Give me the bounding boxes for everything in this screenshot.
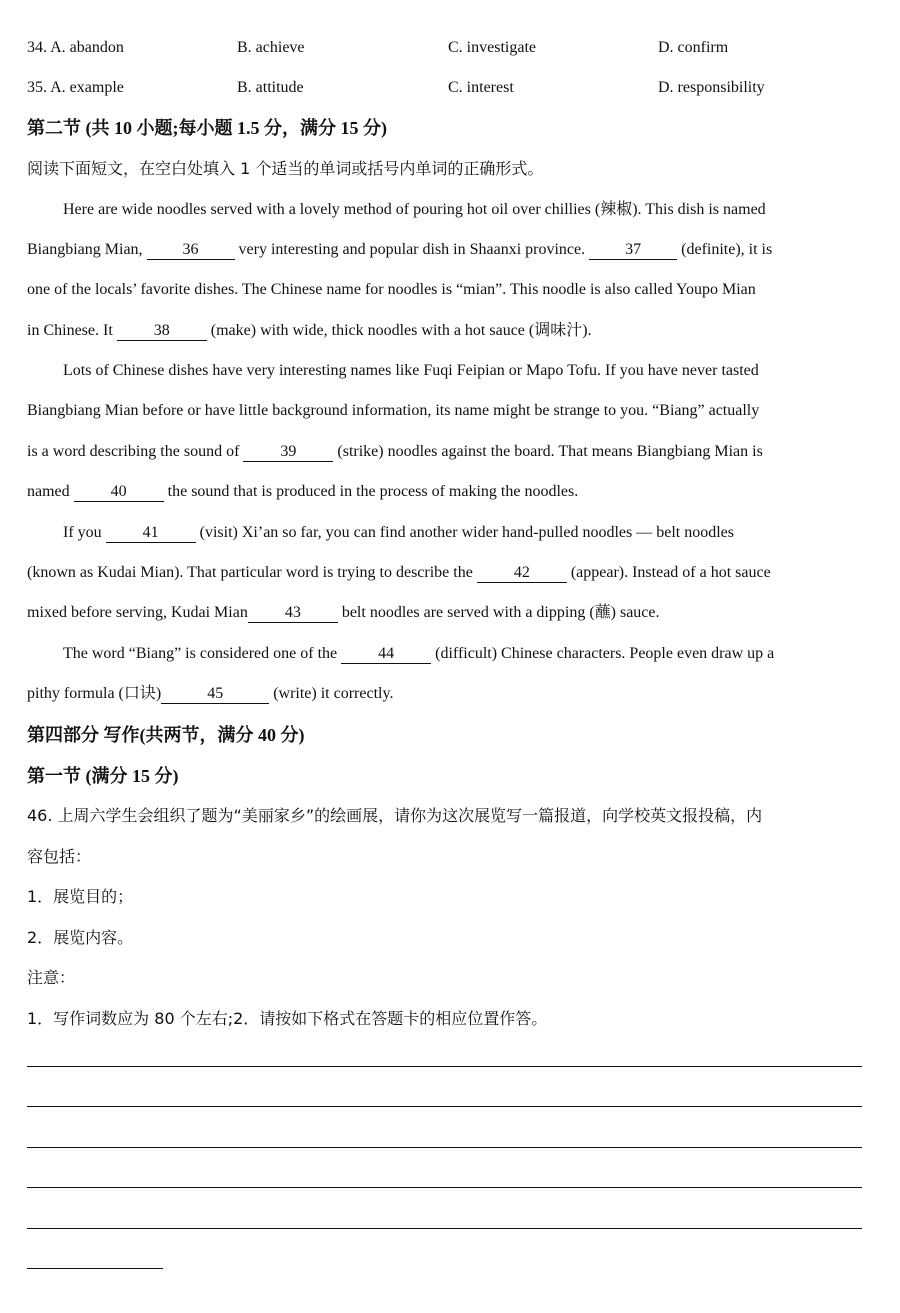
p2-text: the sound that is produced in the process of making the noodles. [163, 483, 579, 500]
option-34-a: 34. A. abandon [27, 39, 124, 56]
p4-text: pithy formula (口诀) [27, 685, 162, 702]
p2-text: is a word describing the sound of [27, 443, 244, 460]
p1-line1: Here are wide noodles served with a lovely method of pouring hot oil over chillies (辣椒). This dish is named [63, 201, 766, 218]
p1-line2 [27, 240, 872, 260]
p2-line2: Biangbiang Mian before or have little background information, its name might be strange to you. “Biang” actually [27, 402, 760, 419]
p4-text: (write) it correctly. [269, 685, 394, 702]
section2-instruction: 阅读下面短文，在空白处填入 1 个适当的单词或括号内单词的正确形式。 [27, 159, 544, 178]
option-34-c: C. investigate [448, 39, 536, 56]
q46-item2: 2．展览内容。 [27, 928, 134, 947]
part4-heading: 第四部分 写作(共两节，满分 40 分) [27, 725, 305, 745]
part4-section1-heading: 第一节 (满分 15 分) [27, 766, 179, 786]
option-35-b: B. attitude [237, 79, 304, 96]
p4-text: The word “Biang” is considered one of the [63, 645, 342, 662]
answer-line-6[interactable] [27, 1268, 163, 1269]
answer-line-4[interactable] [27, 1187, 862, 1188]
option-34-d: D. confirm [658, 39, 729, 56]
option-35-c: C. interest [448, 79, 514, 96]
blank-36[interactable]: 36 [147, 241, 235, 260]
blank-43[interactable]: 43 [248, 604, 338, 623]
p1-text: Biangbiang Mian, [27, 241, 147, 258]
blank-37[interactable]: 37 [589, 241, 677, 260]
p2-text: (strike) noodles against the board. That means Biangbiang Mian is [333, 443, 763, 460]
p3-text: (appear). Instead of a hot sauce [566, 564, 771, 581]
p1-text: (make) with wide, thick noodles with a hot sauce (调味汁). [206, 322, 592, 339]
p3-line3 [27, 603, 872, 623]
answer-line-2[interactable] [27, 1106, 862, 1107]
option-35-a: 35. A. example [27, 79, 124, 96]
answer-line-3[interactable] [27, 1147, 862, 1148]
p1-text: in Chinese. It [27, 322, 117, 339]
p1-line4 [27, 321, 872, 341]
p3-text: (known as Kudai Mian). That particular word is trying to describe the [27, 564, 477, 581]
blank-42[interactable]: 42 [477, 564, 567, 583]
p3-line2 [27, 563, 872, 583]
option-35-d: D. responsibility [658, 79, 765, 96]
p4-text: (difficult) Chinese characters. People even draw up a [431, 645, 775, 662]
section2-heading: 第二节 (共 10 小题;每小题 1.5 分，满分 15 分) [27, 118, 387, 138]
p4-line2 [27, 684, 872, 704]
note-label: 注意： [27, 968, 76, 987]
p3-text: (visit) Xi’an so far, you can find another wider hand-pulled noodles — belt noodles [195, 524, 734, 541]
blank-39[interactable]: 39 [243, 443, 333, 462]
note-line1: 1．写作词数应为 80 个左右;2．请按如下格式在答题卡的相应位置作答。 [27, 1009, 548, 1028]
p1-line3: one of the locals’ favorite dishes. The Chinese name for noodles is “mian”. This noodle is also called Youpo Mian [27, 281, 756, 298]
p2-line3 [27, 442, 872, 462]
answer-line-1[interactable] [27, 1066, 862, 1067]
p1-text: very interesting and popular dish in Shaanxi province. [234, 241, 590, 258]
blank-38[interactable]: 38 [117, 322, 207, 341]
blank-45[interactable]: 45 [161, 685, 269, 704]
p2-line1: Lots of Chinese dishes have very interesting names like Fuqi Feipian or Mapo Tofu. If you have never tasted [63, 362, 759, 379]
options-row-35 [27, 78, 872, 98]
p3-line1 [27, 523, 900, 543]
p3-text: belt noodles are served with a dipping (蘸) sauce. [337, 604, 660, 621]
p2-line4 [27, 482, 872, 502]
p3-text: If you [63, 524, 106, 541]
p2-text: named [27, 483, 74, 500]
blank-41[interactable]: 41 [106, 524, 196, 543]
p4-line1 [27, 644, 900, 664]
answer-line-5[interactable] [27, 1228, 862, 1229]
q46-line1: 46. 上周六学生会组织了题为“美丽家乡”的绘画展，请你为这次展览写一篇报道，向学校英文报投稿，内 [27, 806, 763, 825]
blank-44[interactable]: 44 [341, 645, 431, 664]
option-34-b: B. achieve [237, 39, 305, 56]
q46-item1: 1．展览目的； [27, 887, 134, 906]
p3-text: mixed before serving, Kudai Mian [27, 604, 248, 621]
options-row-34 [27, 38, 872, 58]
p1-text: (definite), it is [677, 241, 773, 258]
blank-40[interactable]: 40 [74, 483, 164, 502]
q46-line2: 容包括： [27, 847, 92, 866]
